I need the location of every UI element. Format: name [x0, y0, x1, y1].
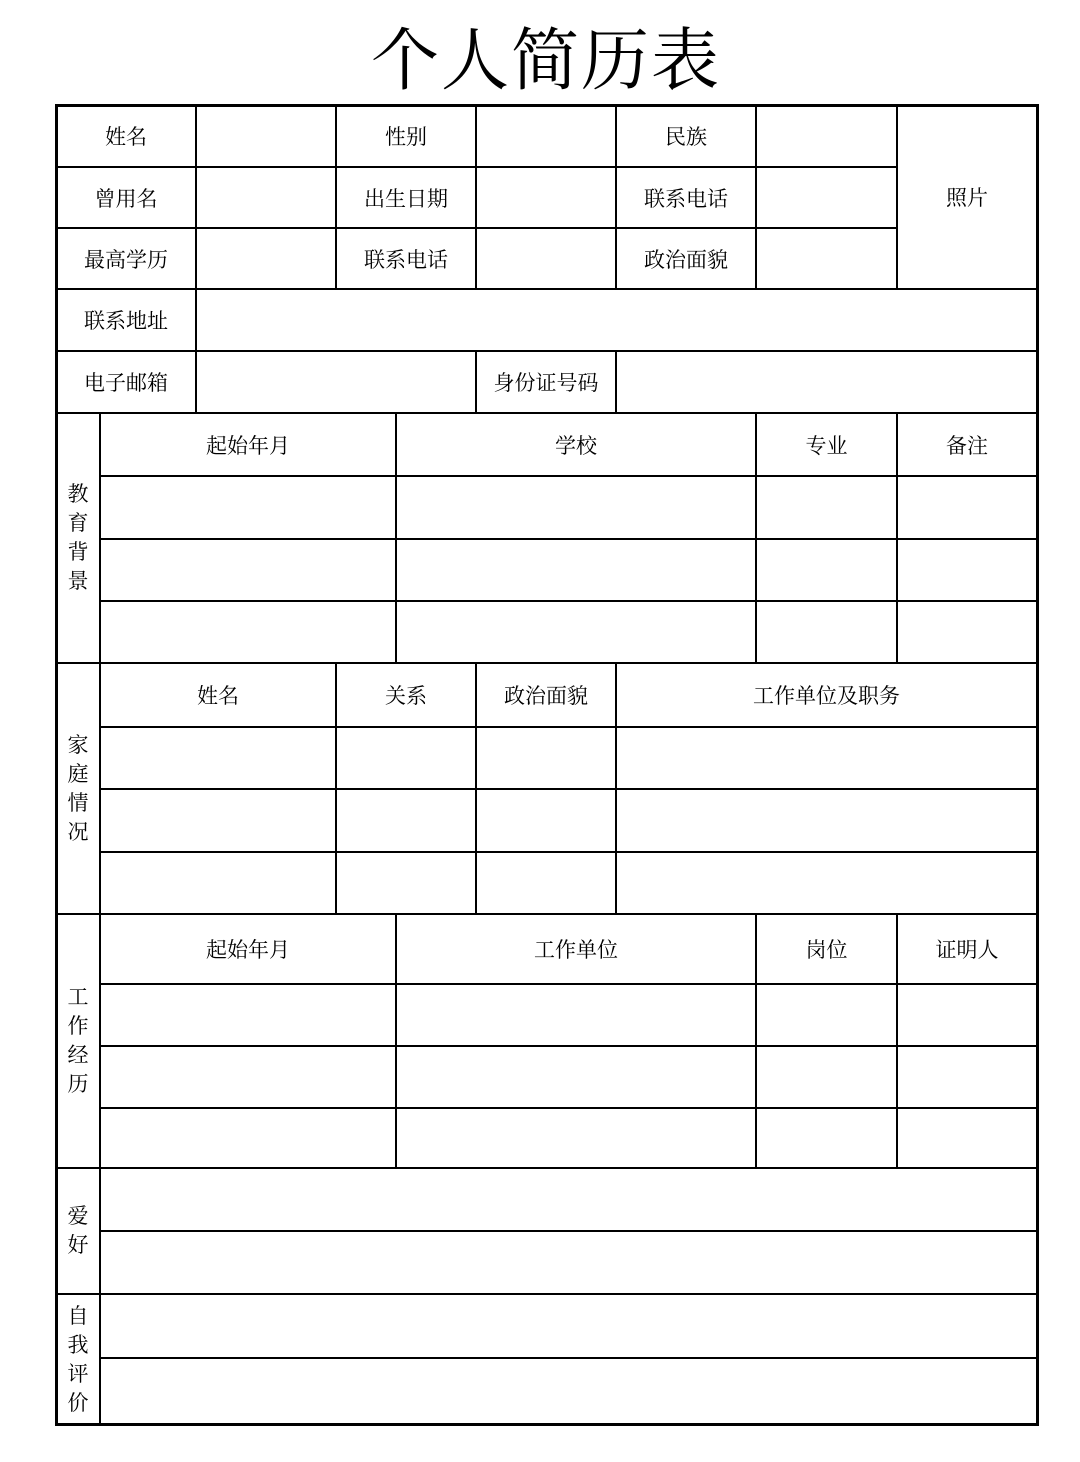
birthdate-label: 出生日期: [364, 186, 448, 211]
table-row[interactable]: [101, 728, 1036, 788]
name-field[interactable]: [197, 106, 335, 166]
work-section-label: 工 作 经 历: [67, 985, 89, 1096]
table-row[interactable]: [101, 540, 1036, 600]
table-row[interactable]: [101, 477, 1036, 538]
phone-field[interactable]: [757, 168, 896, 227]
education-level-label: 最高学历: [84, 247, 168, 272]
education-header-notes: 备注: [946, 433, 988, 458]
hobbies-section-label: 爱 好: [67, 1204, 89, 1257]
work-header-period: 起始年月: [206, 938, 290, 962]
phone-label-2: 联系电话: [364, 247, 448, 272]
ethnicity-label: 民族: [665, 125, 707, 149]
work-header-employer: 工作单位: [534, 938, 618, 962]
family-header-name: 姓名: [197, 684, 239, 708]
photo-box[interactable]: 照片: [946, 186, 988, 210]
family-header-employer: 工作单位及职务: [753, 684, 900, 708]
birthdate-field[interactable]: [477, 168, 615, 227]
address-field[interactable]: [197, 290, 1036, 350]
family-header-relation: 关系: [385, 684, 427, 708]
education-header-period: 起始年月: [206, 433, 290, 458]
family-header-political: 政治面貌: [504, 684, 588, 708]
education-header-major: 专业: [805, 433, 848, 458]
name-label: 姓名: [105, 125, 147, 149]
work-header-position: 岗位: [805, 938, 848, 962]
self-evaluation-section-label: 自 我 评 价: [67, 1303, 89, 1415]
email-field[interactable]: [197, 352, 475, 412]
table-row[interactable]: [101, 1047, 1036, 1107]
self-evaluation-field[interactable]: [101, 1295, 1036, 1424]
address-label: 联系地址: [84, 309, 168, 333]
table-row[interactable]: [101, 1109, 1036, 1167]
table-row[interactable]: [101, 790, 1036, 851]
table-row[interactable]: [101, 602, 1036, 662]
political-status-field[interactable]: [757, 229, 896, 288]
gender-label: 性别: [385, 125, 427, 149]
work-header-reference: 证明人: [935, 938, 999, 962]
former-name-field[interactable]: [197, 168, 335, 227]
id-number-field[interactable]: [617, 352, 1036, 412]
education-section-label: 教 育 背 景: [67, 482, 89, 593]
phone-field-2[interactable]: [477, 229, 615, 288]
id-number-label: 身份证号码: [493, 371, 599, 395]
hobbies-field[interactable]: [101, 1169, 1036, 1293]
education-level-field[interactable]: [197, 229, 335, 288]
email-label: 电子邮箱: [84, 371, 168, 395]
ethnicity-field[interactable]: [757, 106, 896, 166]
page-title: 个人简历表: [370, 22, 721, 101]
table-row[interactable]: [101, 853, 1036, 913]
political-status-label: 政治面貌: [644, 247, 728, 272]
table-row[interactable]: [101, 985, 1036, 1045]
gender-field[interactable]: [477, 106, 615, 166]
former-name-label: 曾用名: [94, 186, 158, 211]
family-section-label: 家 庭 情 况: [67, 732, 89, 844]
education-header-school: 学校: [555, 433, 597, 458]
phone-label: 联系电话: [644, 186, 728, 211]
